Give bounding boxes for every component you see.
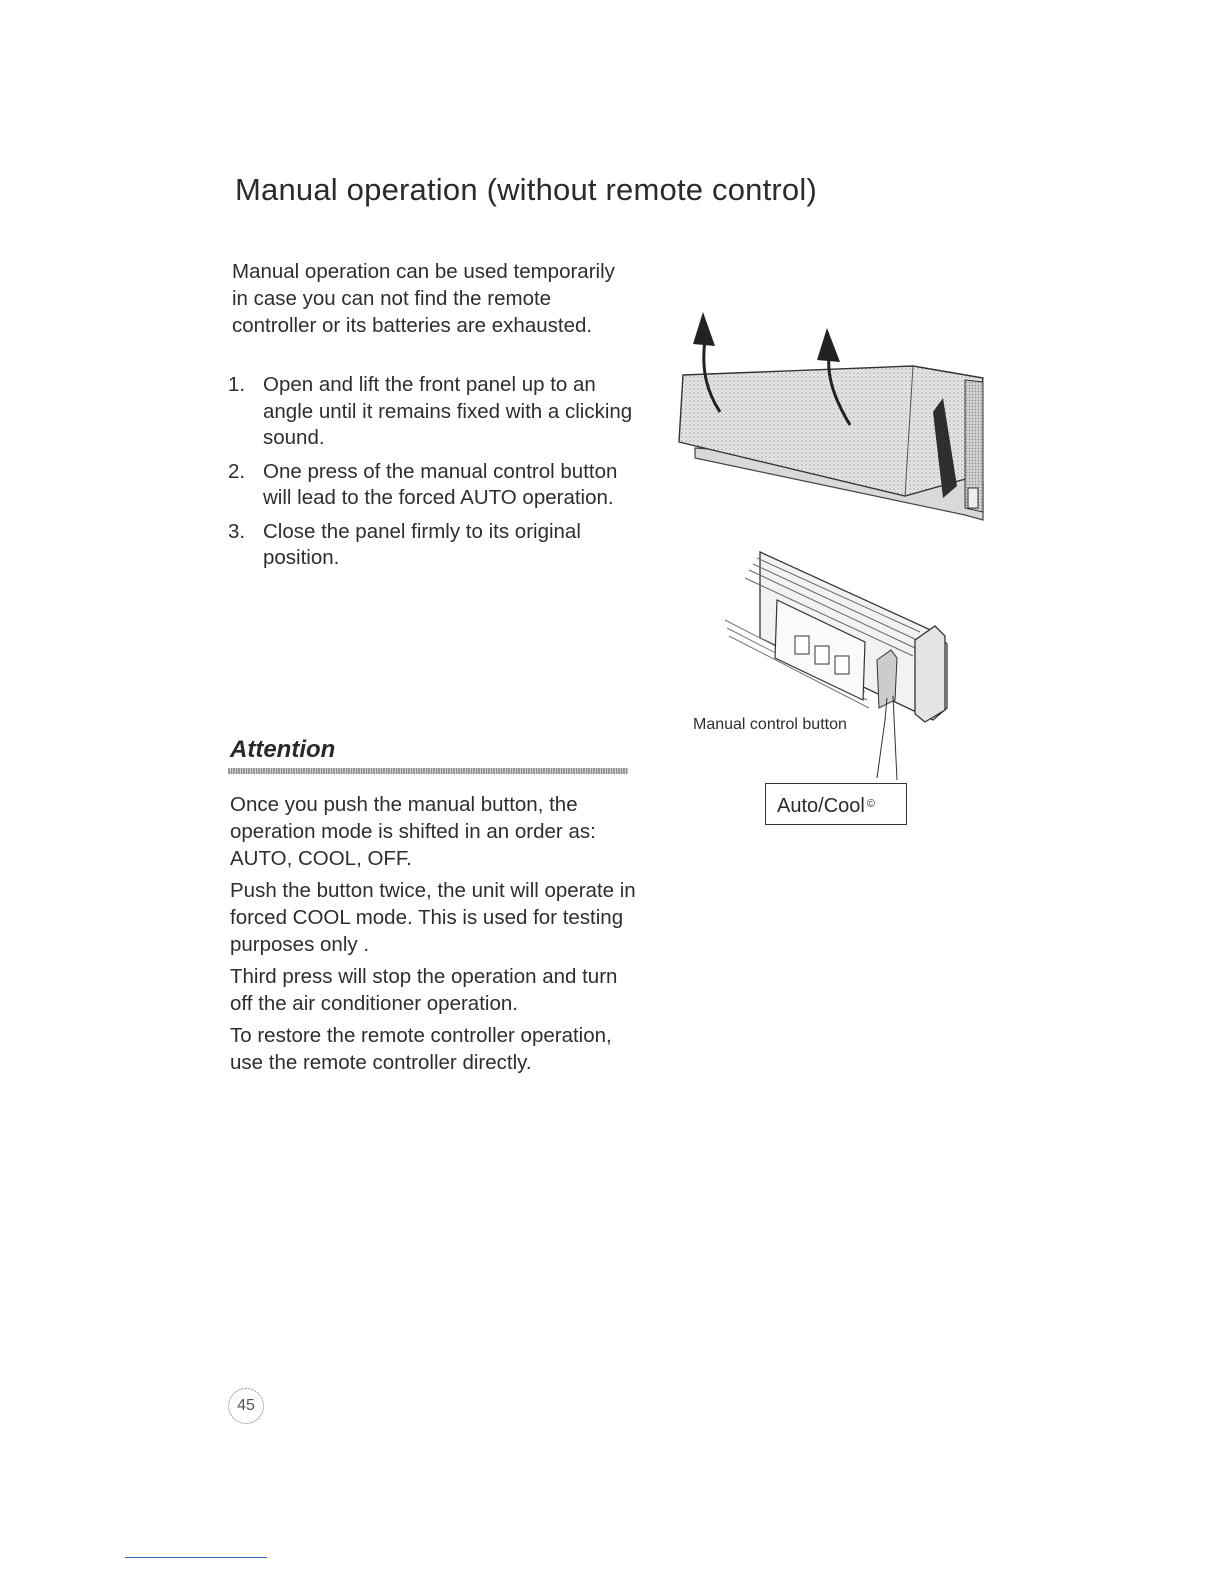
manual-control-callout: Manual control button — [693, 716, 847, 733]
step-item — [228, 459, 648, 512]
attention-paragraph: Push the button twice, the unit will operate in forced COOL mode. This is used for testing purposes only . — [230, 879, 636, 956]
step-number: 3. — [228, 519, 246, 543]
unit-top-view — [679, 312, 983, 520]
step-item — [228, 372, 648, 452]
intro-paragraph: Manual operation can be used temporarily in case you can not find the remote controller or its batteries are exhausted. — [232, 260, 615, 337]
mode-symbol: © — [866, 798, 875, 810]
auto-cool-label-box — [765, 783, 907, 825]
step-text: Open and lift the front panel up to an angle until it remains fixed with a clicking sound. — [263, 373, 633, 449]
attention-heading: Attention — [230, 736, 336, 763]
mode-label: Auto/Cool — [777, 795, 865, 817]
step-item — [228, 519, 648, 572]
page-title: Manual operation (without remote control) — [235, 172, 817, 207]
unit-detail-view — [725, 552, 947, 780]
page-number: 45 — [228, 1388, 264, 1424]
step-number: 1. — [228, 373, 246, 396]
steps-list — [228, 372, 648, 579]
step-number: 2. — [228, 459, 246, 483]
step-text: One press of the manual control button will lead to the forced AUTO operation. — [263, 459, 618, 509]
step-text: Close the panel firmly to its original position. — [263, 519, 581, 569]
attention-paragraph: To restore the remote controller operation, use the remote controller directly. — [230, 1024, 612, 1074]
air-conditioner-illustration — [665, 300, 995, 840]
attention-paragraph: Once you push the manual button, the operation mode is shifted in an order as: AUTO, COOL, OFF. — [230, 793, 596, 870]
attention-paragraph: Third press will stop the operation and turn off the air conditioner operation. — [230, 965, 618, 1015]
attention-body — [230, 791, 640, 1081]
footer-rule — [125, 1557, 267, 1558]
attention-divider — [228, 768, 628, 774]
